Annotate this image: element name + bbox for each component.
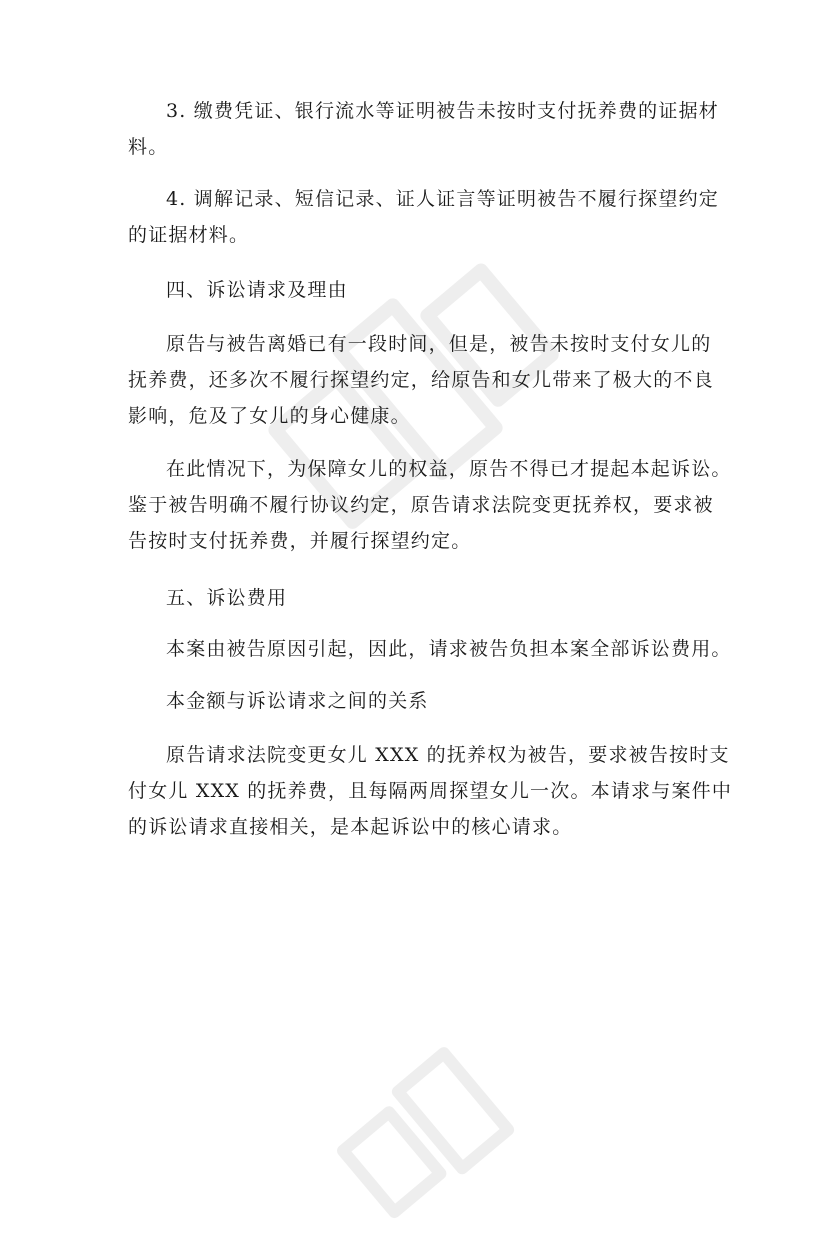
text-line: 抚养费，还多次不履行探望约定，给原告和女儿带来了极大的不良 <box>128 369 714 391</box>
text-line: 鉴于被告明确不履行协议约定，原告请求法院变更抚养权，要求被 <box>128 494 714 516</box>
text-line: 告按时支付抚养费，并履行探望约定。 <box>128 530 472 552</box>
text-line: 原告与被告离婚已有一段时间，但是，被告未按时支付女儿的 <box>166 333 712 355</box>
text-line: 的诉讼请求直接相关，是本起诉讼中的核心请求。 <box>128 816 573 838</box>
heading-text: 本金额与诉讼请求之间的关系 <box>166 690 429 712</box>
paragraph-relation <box>128 737 733 845</box>
heading-text: 四、诉讼请求及理由 <box>166 279 348 301</box>
paragraph-reason-2 <box>128 451 732 559</box>
text-line: 3. 缴费凭证、银行流水等证明被告未按时支付抚养费的证据材 <box>166 100 719 122</box>
text-line: 原告请求法院变更女儿 XXX 的抚养权为被告，要求被告按时支 <box>166 744 730 766</box>
section-heading-costs <box>128 580 718 616</box>
text-line: 付女儿 XXX 的抚养费，且每隔两周探望女儿一次。本请求与案件中 <box>128 780 733 802</box>
text-line: 影响，危及了女儿的身心健康。 <box>128 405 411 427</box>
text-line: 4. 调解记录、短信记录、证人证言等证明被告不履行探望约定 <box>166 188 719 210</box>
evidence-item-3 <box>128 93 718 165</box>
text-line: 的证据材料。 <box>128 224 250 246</box>
paragraph-reason-1 <box>128 326 718 434</box>
text-line: 料。 <box>128 136 169 158</box>
text-line: 本案由被告原因引起，因此，请求被告负担本案全部诉讼费用。 <box>166 638 732 660</box>
relation-heading <box>128 683 718 719</box>
watermark-logo-icon <box>308 1012 551 1248</box>
section-heading-claims <box>128 272 718 308</box>
evidence-item-4 <box>128 181 718 253</box>
paragraph-costs <box>128 631 732 667</box>
text-line: 在此情况下，为保障女儿的权益，原告不得已才提起本起诉讼。 <box>166 458 732 480</box>
heading-text: 五、诉讼费用 <box>166 587 288 609</box>
